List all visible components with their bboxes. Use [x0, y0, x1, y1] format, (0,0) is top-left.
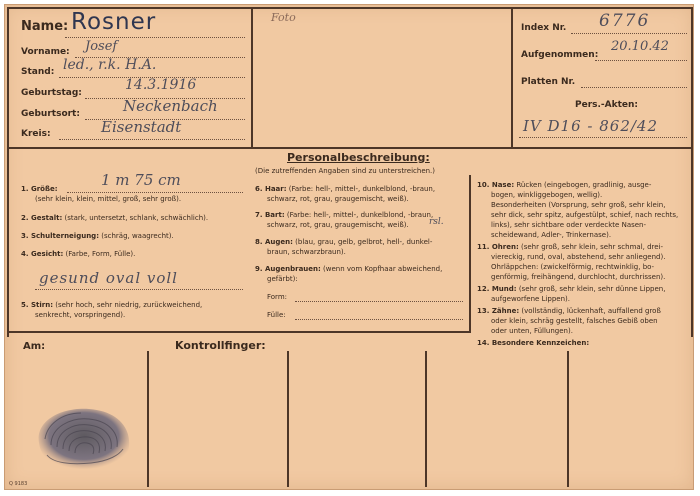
- ohren-line4: genförmig, freihängend, durchlocht, durchrissen).: [491, 273, 666, 281]
- nase-line6: scheidewand, Adler-, Trinkernase).: [491, 231, 612, 239]
- nase-line1: Rücken (eingebogen, gradlinig, ausge-: [516, 181, 652, 189]
- kontrollfinger-label: Kontrollfinger:: [175, 339, 266, 352]
- item-gestalt: [21, 214, 208, 224]
- gestalt-options: (stark, untersetzt, schlank, schwächlich).: [64, 214, 209, 222]
- nase-label: 10. Nase:: [477, 181, 515, 189]
- gesicht-label: 4. Gesicht:: [21, 250, 64, 258]
- item-zaehne: [477, 307, 661, 317]
- stirn-line1: (sehr hoch, sehr niedrig, zurückweichend,: [55, 301, 203, 309]
- index-label: Index Nr.: [521, 23, 567, 33]
- kreis-value: Eisenstadt: [101, 118, 182, 136]
- gesicht-line: [35, 289, 243, 290]
- ohren-line2: viereckig, rund, oval, abstehend, sehr anliegend).: [491, 253, 666, 261]
- item-haar: [255, 185, 435, 195]
- kennzeichen-label: 14. Besondere Kennzeichen:: [477, 339, 590, 347]
- bart-line1: (Farbe: hell-, mittel-, dunkelblond, -braun,: [286, 211, 434, 219]
- name-line: [65, 37, 245, 38]
- ohren-line3: Ohrläppchen: (zwickelförmig, rechtwinklig, bo-: [491, 263, 655, 271]
- aufgenommen-value: 20.10.42: [611, 39, 669, 54]
- haar-line2: schwarz, rot, grau, graugemischt, weiß).: [267, 195, 409, 203]
- description-bottom-rule: [7, 331, 469, 333]
- pers-akten-line: [519, 137, 687, 138]
- finger-divider-1: [147, 351, 149, 487]
- name-label: Name:: [21, 19, 69, 34]
- kreis-label: Kreis:: [21, 129, 51, 139]
- zaehne-label: 13. Zähne:: [477, 307, 520, 315]
- am-label: Am:: [23, 341, 46, 352]
- schulter-options: (schräg, waagrecht).: [101, 232, 174, 240]
- haar-line1: (Farbe: hell-, mittel-, dunkelblond, -braun,: [288, 185, 436, 193]
- item-ohren: [477, 243, 663, 253]
- zaehne-line1: (vollständig, lückenhaft, auffallend groß: [521, 307, 661, 315]
- bart-value: rsl.: [429, 217, 444, 227]
- pers-akten-value: IV D16 - 862/42: [523, 117, 659, 135]
- item-bart: [255, 211, 433, 221]
- platten-label: Platten Nr.: [521, 77, 576, 87]
- item-brauen: [255, 265, 442, 275]
- item-gesicht: [21, 250, 135, 260]
- augen-line1: (blau, grau, gelb, gelbrot, hell-, dunkel-: [295, 238, 433, 246]
- geburtstag-label: Geburtstag:: [21, 88, 82, 98]
- gesicht-value: gesund oval voll: [39, 269, 178, 287]
- left-border: [7, 7, 9, 337]
- item-nase: [477, 181, 651, 191]
- geburtsort-value: Neckenbach: [123, 97, 218, 115]
- foto-label: Foto: [271, 11, 296, 24]
- description-subtitle: (Die zutreffenden Angaben sind zu unterstreichen.): [255, 167, 436, 175]
- header-right-divider: [511, 7, 513, 147]
- gesicht-options: (Farbe, Form, Fülle).: [65, 250, 136, 258]
- index-value: 6776: [599, 11, 651, 31]
- index-line: [571, 33, 687, 34]
- mund-line1: (sehr groß, sehr klein, sehr dünne Lippen,: [518, 285, 666, 293]
- form-code: Q 9183: [9, 481, 28, 487]
- ohren-line1: (sehr groß, sehr klein, sehr schmal, drei-: [521, 243, 664, 251]
- description-title: Personalbeschreibung:: [287, 151, 430, 164]
- mund-line2: aufgeworfene Lippen).: [491, 295, 570, 303]
- augen-line2: braun, schwarzbraun).: [267, 248, 346, 256]
- description-col-divider: [469, 175, 471, 333]
- geburtstag-value: 14.3.1916: [125, 77, 197, 93]
- brauen-line1: (wenn vom Kopfhaar abweichend,: [323, 265, 443, 273]
- bart-line2: schwarz, rot, grau, graugemischt, weiß).: [267, 221, 409, 229]
- form-label: Form:: [267, 293, 287, 301]
- personnel-record-card: [4, 4, 694, 490]
- item-schulter: [21, 232, 174, 242]
- fuelle-label: Fülle:: [267, 311, 286, 319]
- bart-label: 7. Bart:: [255, 211, 285, 219]
- fingerprint-impression: [31, 403, 135, 473]
- geburtsort-label: Geburtsort:: [21, 109, 80, 119]
- gestalt-label: 2. Gestalt:: [21, 214, 63, 222]
- header-divider: [7, 147, 693, 149]
- zaehne-line3: oder unten, Füllungen).: [491, 327, 573, 335]
- groesse-options: (sehr klein, klein, mittel, groß, sehr groß).: [35, 195, 182, 203]
- brauen-line2: gefärbt):: [267, 275, 298, 283]
- zaehne-line2: oder klein, schräg gestellt, falsches Gebiß oben: [491, 317, 658, 325]
- nase-line5: links), sehr sichtbare oder verdeckte Nasen-: [491, 221, 647, 229]
- augen-label: 8. Augen:: [255, 238, 293, 246]
- form-line: [295, 301, 463, 302]
- stand-label: Stand:: [21, 67, 55, 77]
- nase-line3: Besonderheiten (Vorsprung, sehr groß, sehr klein,: [491, 201, 666, 209]
- finger-divider-3: [425, 351, 427, 487]
- header-left-divider: [251, 7, 253, 147]
- brauen-label: 9. Augenbrauen:: [255, 265, 321, 273]
- stirn-label: 5. Stirn:: [21, 301, 53, 309]
- aufgenommen-label: Aufgenommen:: [521, 50, 599, 60]
- vorname-value: Josef: [85, 39, 118, 54]
- item-augen: [255, 238, 432, 248]
- vorname-label: Vorname:: [21, 47, 70, 57]
- item-stirn: [21, 301, 202, 311]
- groesse-line: [67, 192, 243, 193]
- nase-line4: sehr dick, sehr spitz, aufgestülpt, schief, nach rechts,: [491, 211, 679, 219]
- stand-value: led., r.k. H.A.: [63, 57, 157, 73]
- stirn-line2: senkrecht, vorspringend).: [35, 311, 126, 319]
- right-border: [691, 7, 693, 337]
- finger-divider-4: [567, 351, 569, 487]
- fuelle-line: [295, 319, 463, 320]
- name-value: Rosner: [71, 9, 157, 35]
- fingerprint-graphic: [31, 403, 135, 473]
- groesse-label: 1. Größe:: [21, 185, 58, 193]
- item-groesse: [21, 185, 58, 195]
- nase-line2: bogen, winkliggebogen, wellig).: [491, 191, 603, 199]
- schulter-label: 3. Schulterneigung:: [21, 232, 99, 240]
- item-kennzeichen: [477, 339, 589, 349]
- item-mund: [477, 285, 665, 295]
- pers-akten-label: Pers.-Akten:: [575, 100, 639, 110]
- ohren-label: 11. Ohren:: [477, 243, 519, 251]
- kreis-line: [59, 139, 245, 140]
- finger-divider-2: [287, 351, 289, 487]
- haar-label: 6. Haar:: [255, 185, 287, 193]
- groesse-value: 1 m 75 cm: [101, 171, 181, 189]
- platten-line: [581, 87, 687, 88]
- aufgenommen-line: [595, 60, 687, 61]
- mund-label: 12. Mund:: [477, 285, 517, 293]
